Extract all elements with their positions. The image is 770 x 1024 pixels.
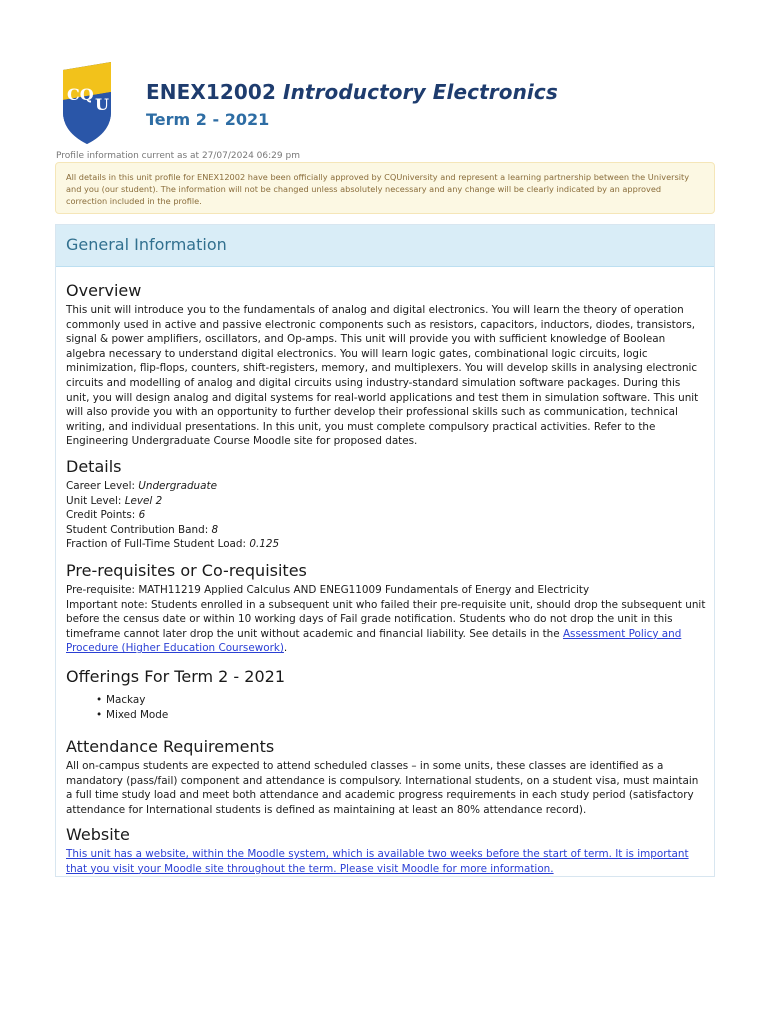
prereq-line: Pre-requisite: MATH11219 Applied Calculus AND ENEG11009 Fundamentals of Energy and Electricity — [66, 584, 590, 596]
panel-heading: General Information — [56, 225, 714, 267]
svg-text:U: U — [95, 95, 109, 114]
website-link[interactable]: This unit has a website, within the Moodle system, which is available two weeks before the start of term. It is important that you visit your Moodle site throughout the term. Please visit Moodle for more information. — [66, 848, 689, 875]
offerings-heading: Offerings For Term 2 - 2021 — [66, 667, 285, 686]
general-information-panel — [55, 224, 715, 877]
website-heading: Website — [66, 825, 130, 844]
list-item: • Mackay — [96, 693, 168, 708]
profile-timestamp: Profile information current as at 27/07/2024 06:29 pm — [56, 151, 300, 161]
career-level: Career Level: Undergraduate — [66, 480, 217, 492]
term-subtitle: Term 2 - 2021 — [146, 110, 270, 129]
attendance-text: All on-campus students are expected to attend scheduled classes – in some units, these classes are identified as a mandatory (pass/fail) component and attendance is compulsory. International students, on a student visa, must maintain a full time study load and meet both attendance and academic progress requirements in each study period (satisfactory attendance for International students is defined as maintaining at least an 80% attendance record). — [66, 760, 699, 816]
page-title — [146, 80, 558, 104]
list-item: • Mixed Mode — [96, 708, 168, 723]
cqu-logo — [59, 62, 115, 144]
unit-name: Introductory Electronics — [283, 80, 558, 104]
details-list — [66, 479, 706, 552]
page-header — [56, 62, 716, 152]
overview-text: This unit will introduce you to the fundamentals of analog and digital electronics. You will learn the theory of operation commonly used in active and passive electronic components such as resistors, capacitors, inductors, diodes, transistors, signal & power amplifiers, oscillators, and Op-amps. This unit will provide you with sufficient knowledge of Boolean algebra necessary to understand digital electronics. You will learn logic gates, combinational logic circuits, logic minimization, flip-flops, counters, shift-registers, memory, and multiplexers. You will develop skills in analysing electronic circuits and modelling of analog and digital circuits using industry-standard simulation software packages. During this unit, you will design analog and digital systems for real-world applications and test them in simulation software. This unit will also provide you with an opportunity to further develop their professional skills such as communication, technical writing, and individual presentations. In this unit, you must complete compulsory practical activities. Refer to the Engineering Undergraduate Course Moodle site for proposed dates. — [66, 304, 699, 448]
svg-text:CQ: CQ — [67, 85, 94, 104]
contribution-band: Student Contribution Band: 8 — [66, 523, 219, 536]
assessment-policy-link[interactable]: Assessment Policy and Procedure (Higher Education Coursework) — [66, 627, 682, 655]
prereq-text — [66, 583, 706, 656]
overview-heading: Overview — [66, 281, 142, 300]
attendance-heading: Attendance Requirements — [66, 737, 275, 756]
prereq-heading: Pre-requisites or Co-requisites — [66, 561, 307, 580]
unit-code: ENEX12002 — [146, 80, 276, 104]
unit-level: Unit Level: Level 2 — [66, 494, 163, 507]
details-heading: Details — [66, 457, 122, 476]
approval-notice: All details in this unit profile for ENEX12002 have been officially approved by CQUniversity and represent a learning partnership between the University and you (our student). The information will not be changed unless absolutely necessary and any change will be clearly indicated by an approved correction included in the profile. — [55, 162, 715, 214]
prereq-note: Important note: Students enrolled in a subsequent unit who failed their pre-requisite unit, should drop the subsequent unit before the census date or within 10 working days of Fail grade notification. Students who do not drop the unit in this timeframe cannot later drop the unit without academic and financial liability. See details in the Assessment Policy and Procedure (Higher Education Coursework). — [66, 598, 706, 655]
student-load: Fraction of Full-Time Student Load: 0.125 — [66, 538, 280, 551]
offerings-list — [96, 693, 168, 723]
credit-points: Credit Points: 6 — [66, 509, 146, 522]
